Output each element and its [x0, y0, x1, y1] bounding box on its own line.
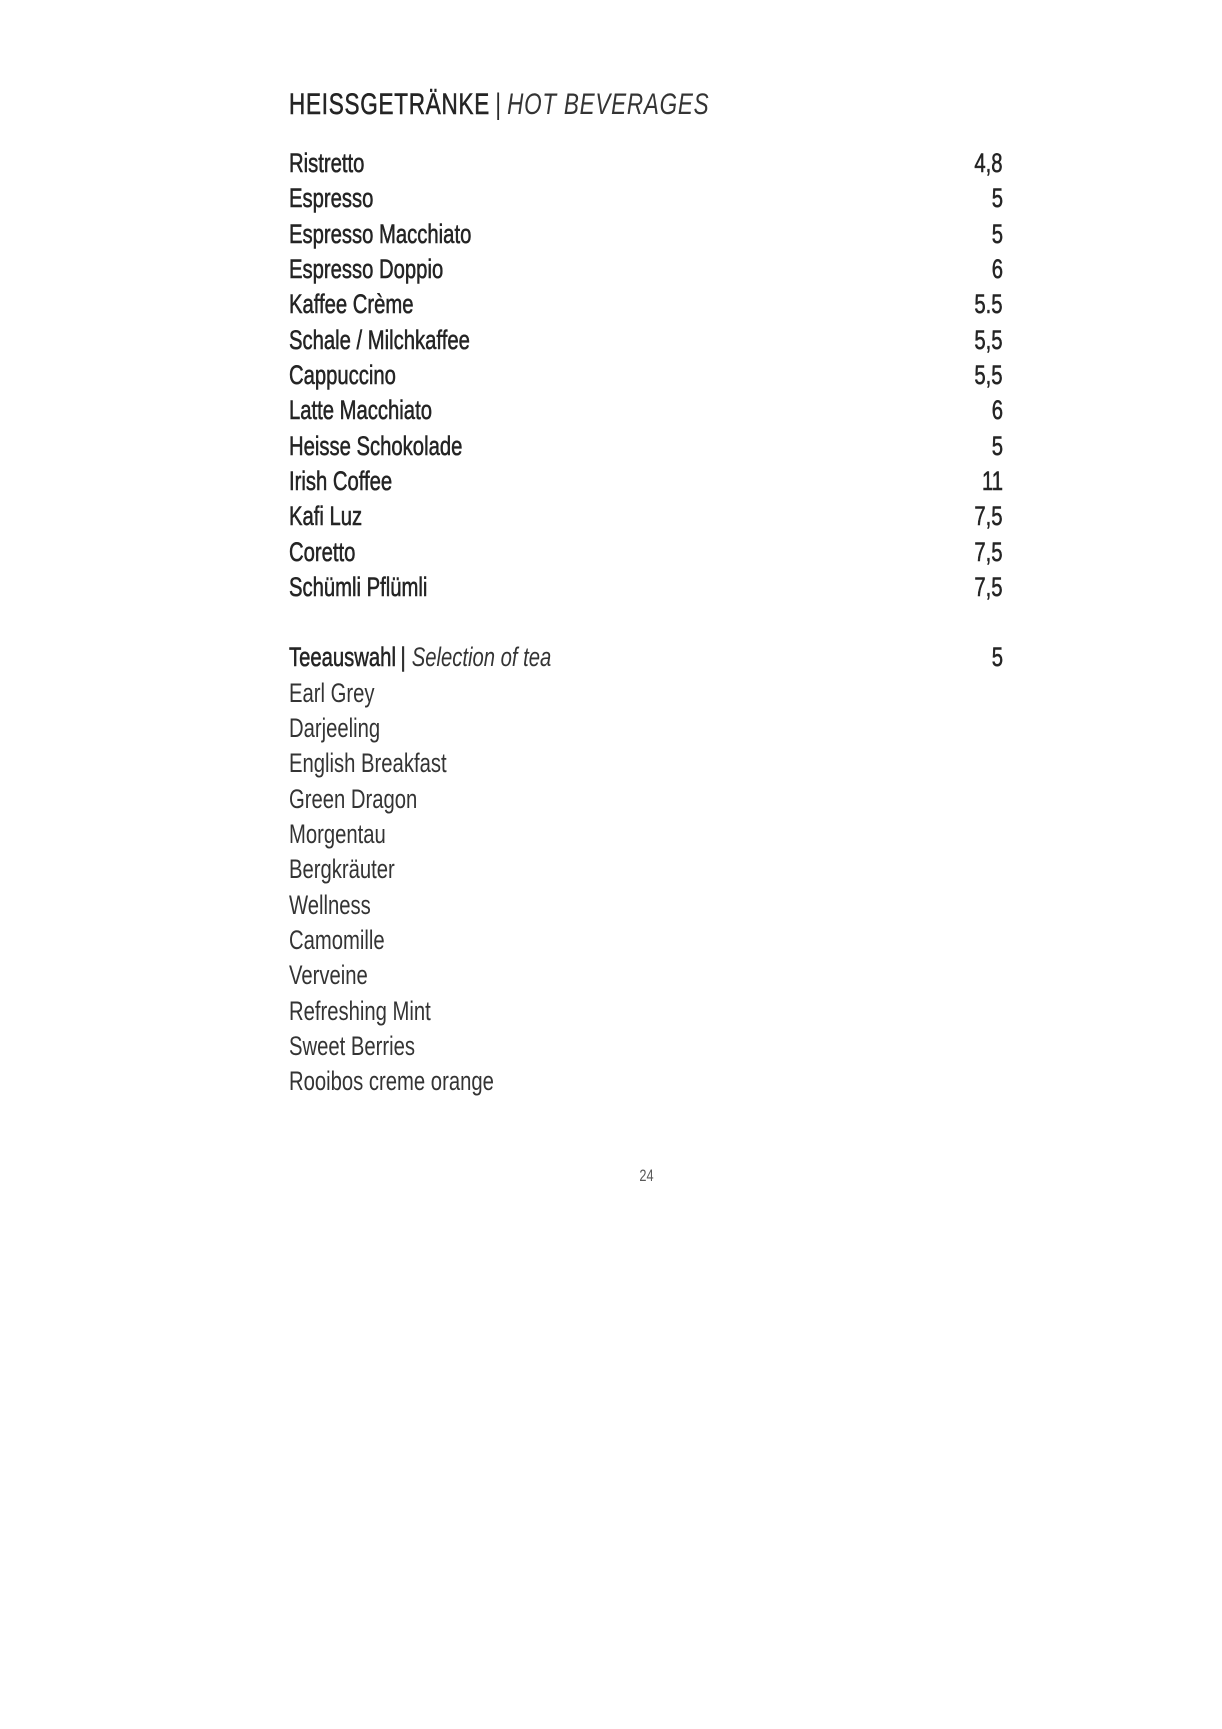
- menu-row: [289, 358, 1003, 393]
- item-name: Espresso: [289, 183, 374, 214]
- menu-row: [289, 499, 1003, 534]
- tea-heading-german: Teeauswahl: [289, 642, 396, 673]
- item-name: Kafi Luz: [289, 501, 363, 532]
- item-price: 5.5: [974, 289, 1003, 320]
- tea-name: Sweet Berries: [289, 1031, 416, 1062]
- item-name: Schümli Pflümli: [289, 571, 428, 602]
- tea-row: [289, 746, 1003, 781]
- tea-row: [289, 1064, 1003, 1099]
- tea-name: Green Dragon: [289, 783, 418, 814]
- title-separator: |: [495, 88, 502, 121]
- item-name: Ristretto: [289, 147, 365, 178]
- tea-row: [289, 782, 1003, 817]
- coffee-section: [289, 146, 1003, 605]
- item-price: 7,5: [974, 571, 1003, 602]
- item-price: 5,5: [974, 324, 1003, 355]
- tea-row: [289, 888, 1003, 923]
- menu-row: [289, 181, 1003, 216]
- item-name: Cappuccino: [289, 359, 396, 390]
- page-title-text: [289, 87, 709, 122]
- page-number: 24: [638, 1166, 654, 1185]
- tea-name: Bergkräuter: [289, 854, 395, 885]
- menu-row: [289, 535, 1003, 570]
- item-price: 5: [991, 218, 1003, 249]
- item-price: 4,8: [974, 147, 1003, 178]
- tea-heading: [289, 640, 551, 675]
- tea-name: Darjeeling: [289, 713, 381, 744]
- page-footer: [289, 1164, 1003, 1188]
- menu-row: [289, 393, 1003, 428]
- tea-name: Refreshing Mint: [289, 995, 431, 1026]
- item-name: Espresso Macchiato: [289, 218, 472, 249]
- tea-name: English Breakfast: [289, 748, 447, 779]
- item-price: 7,5: [974, 536, 1003, 567]
- tea-row: [289, 923, 1003, 958]
- item-price: 5: [991, 430, 1003, 461]
- tea-heading-english: Selection of tea: [411, 642, 552, 673]
- title-german: HEISSGETRÄNKE: [289, 88, 491, 121]
- item-name: Kaffee Crème: [289, 289, 414, 320]
- beverage-list: [289, 146, 1003, 1100]
- tea-name: Wellness: [289, 889, 371, 920]
- item-price: 6: [991, 253, 1003, 284]
- item-name: Latte Macchiato: [289, 395, 432, 426]
- tea-row: [289, 817, 1003, 852]
- tea-row: [289, 958, 1003, 993]
- menu-row: [289, 146, 1003, 181]
- tea-row: [289, 676, 1003, 711]
- tea-row: [289, 1029, 1003, 1064]
- item-name: Schale / Milchkaffee: [289, 324, 470, 355]
- menu-row: [289, 323, 1003, 358]
- item-price: 5,5: [974, 359, 1003, 390]
- item-price: 6: [991, 395, 1003, 426]
- menu-row: [289, 464, 1003, 499]
- tea-heading-separator: |: [400, 642, 406, 673]
- item-price: 11: [981, 465, 1003, 496]
- tea-price: 5: [991, 642, 1003, 673]
- item-name: Espresso Doppio: [289, 253, 444, 284]
- item-name: Heisse Schokolade: [289, 430, 463, 461]
- tea-name: Earl Grey: [289, 677, 375, 708]
- item-price: 7,5: [974, 501, 1003, 532]
- menu-row: [289, 429, 1003, 464]
- menu-row: [289, 217, 1003, 252]
- item-name: Irish Coffee: [289, 465, 393, 496]
- item-name: Coretto: [289, 536, 356, 567]
- tea-name: Verveine: [289, 960, 368, 991]
- tea-row: [289, 852, 1003, 887]
- tea-row: [289, 994, 1003, 1029]
- menu-row: [289, 287, 1003, 322]
- title-english: HOT BEVERAGES: [507, 88, 710, 121]
- section-spacer: [289, 605, 1003, 640]
- tea-name: Rooibos creme orange: [289, 1066, 494, 1097]
- item-price: 5: [991, 183, 1003, 214]
- menu-row: [289, 570, 1003, 605]
- tea-section: [289, 676, 1003, 1100]
- tea-name: Camomille: [289, 925, 385, 956]
- tea-name: Morgentau: [289, 819, 386, 850]
- tea-row: [289, 711, 1003, 746]
- menu-row: [289, 252, 1003, 287]
- page-title: [289, 87, 850, 122]
- tea-heading-row: [289, 640, 1003, 675]
